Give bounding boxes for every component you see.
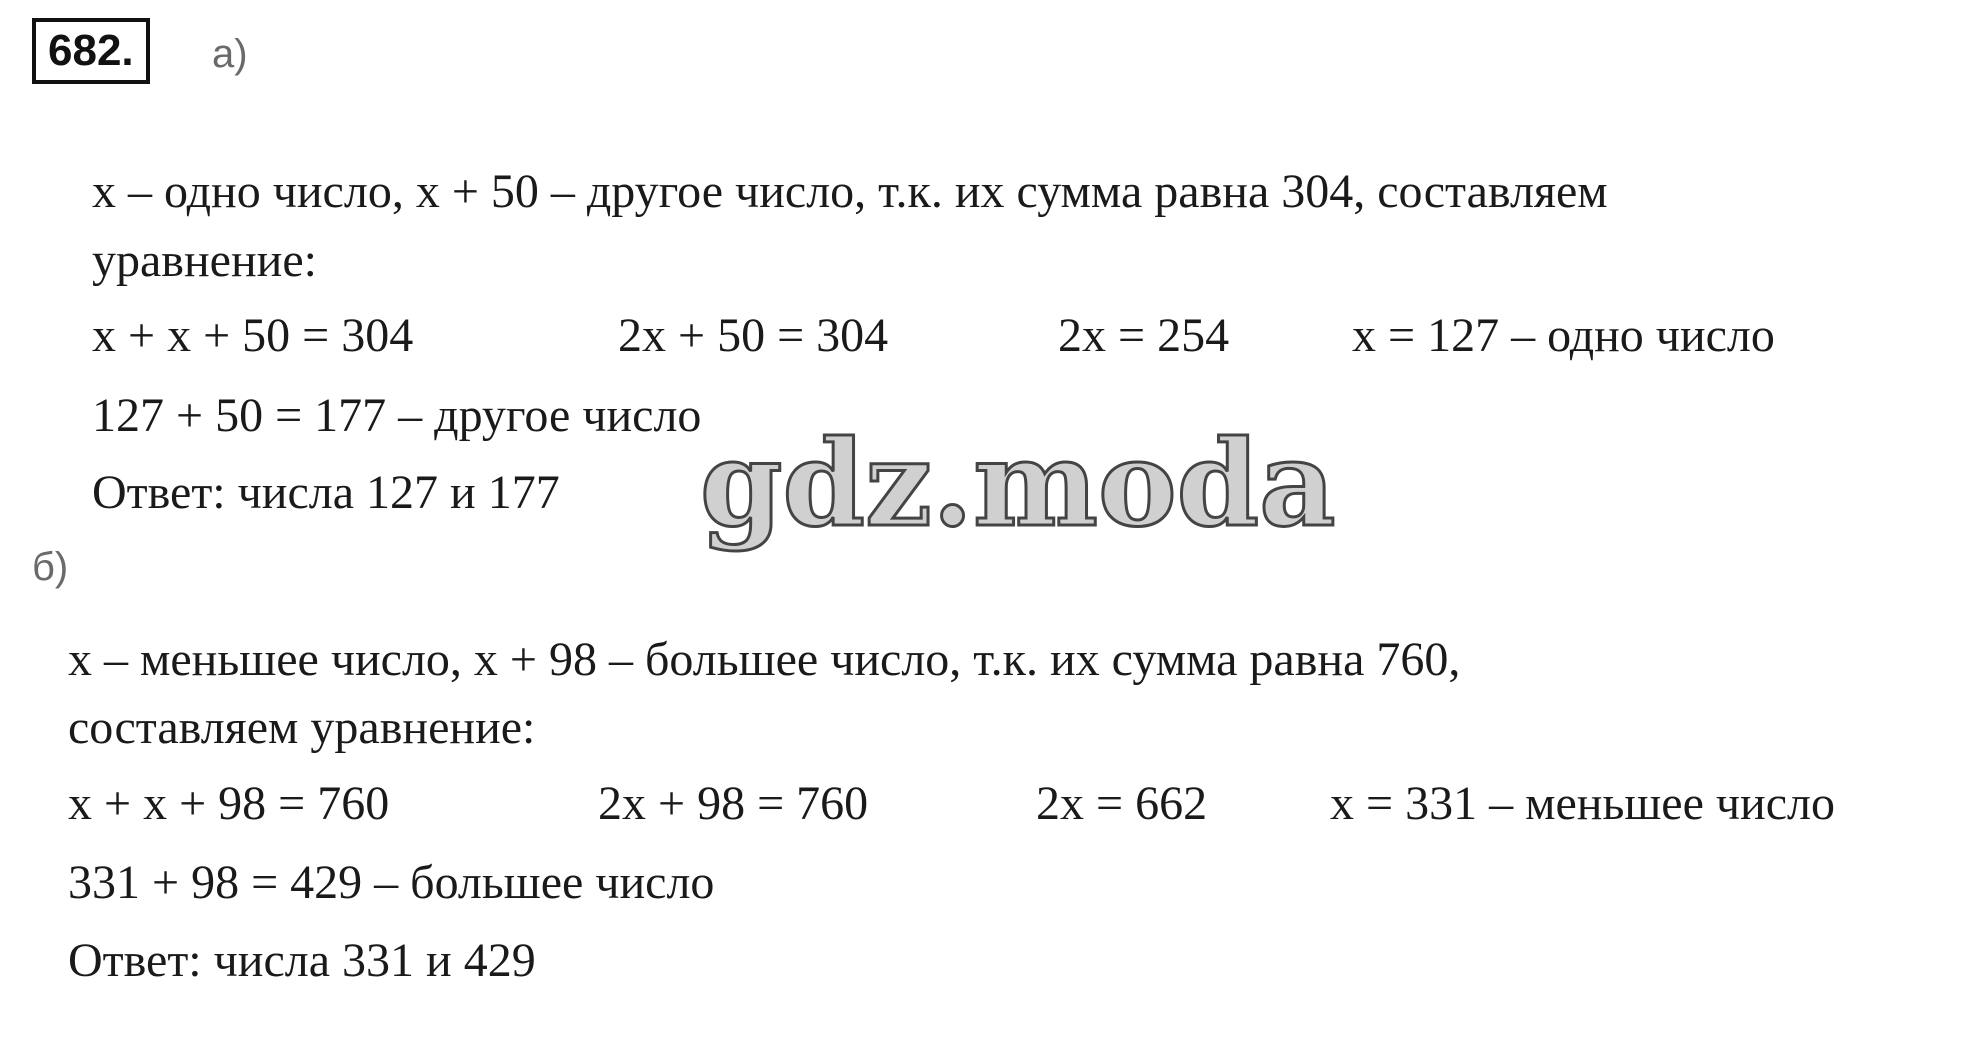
part-b-equation-4: х = 331 – меньшее число: [1330, 777, 1835, 830]
problem-number: 682.: [32, 18, 150, 84]
part-b-larger-number: 331 + 98 = 429 – большее число: [68, 856, 715, 909]
watermark-logo: gdz.moda: [700, 414, 1336, 553]
part-a-other-number: 127 + 50 = 177 – другое число: [92, 389, 702, 442]
part-a-equation-3: 2х = 254: [1058, 309, 1230, 362]
part-a-equation-4: х = 127 – одно число: [1352, 309, 1775, 362]
part-b-condition-line2: составляем уравнение:: [68, 701, 536, 754]
part-a-condition-line2: уравнение:: [92, 234, 317, 287]
part-b-label: б): [32, 545, 69, 589]
part-b-equation-2: 2х + 98 = 760: [598, 777, 869, 830]
part-b-equation-1: х + х + 98 = 760: [68, 777, 390, 830]
part-b-equation-3: 2х = 662: [1036, 777, 1208, 830]
part-a-answer: Ответ: числа 127 и 177: [92, 466, 560, 519]
part-a-label: а): [212, 32, 248, 76]
part-a-equation-2: 2х + 50 = 304: [618, 309, 889, 362]
part-b-condition-line1: х – меньшее число, х + 98 – большее число, т.к. их сумма равна 760,: [68, 633, 1461, 686]
part-a-condition-line1: х – одно число, х + 50 – другое число, т.к. их сумма равна 304, составляем: [92, 165, 1608, 218]
part-a-equation-1: х + х + 50 = 304: [92, 309, 414, 362]
part-b-answer: Ответ: числа 331 и 429: [68, 934, 536, 987]
